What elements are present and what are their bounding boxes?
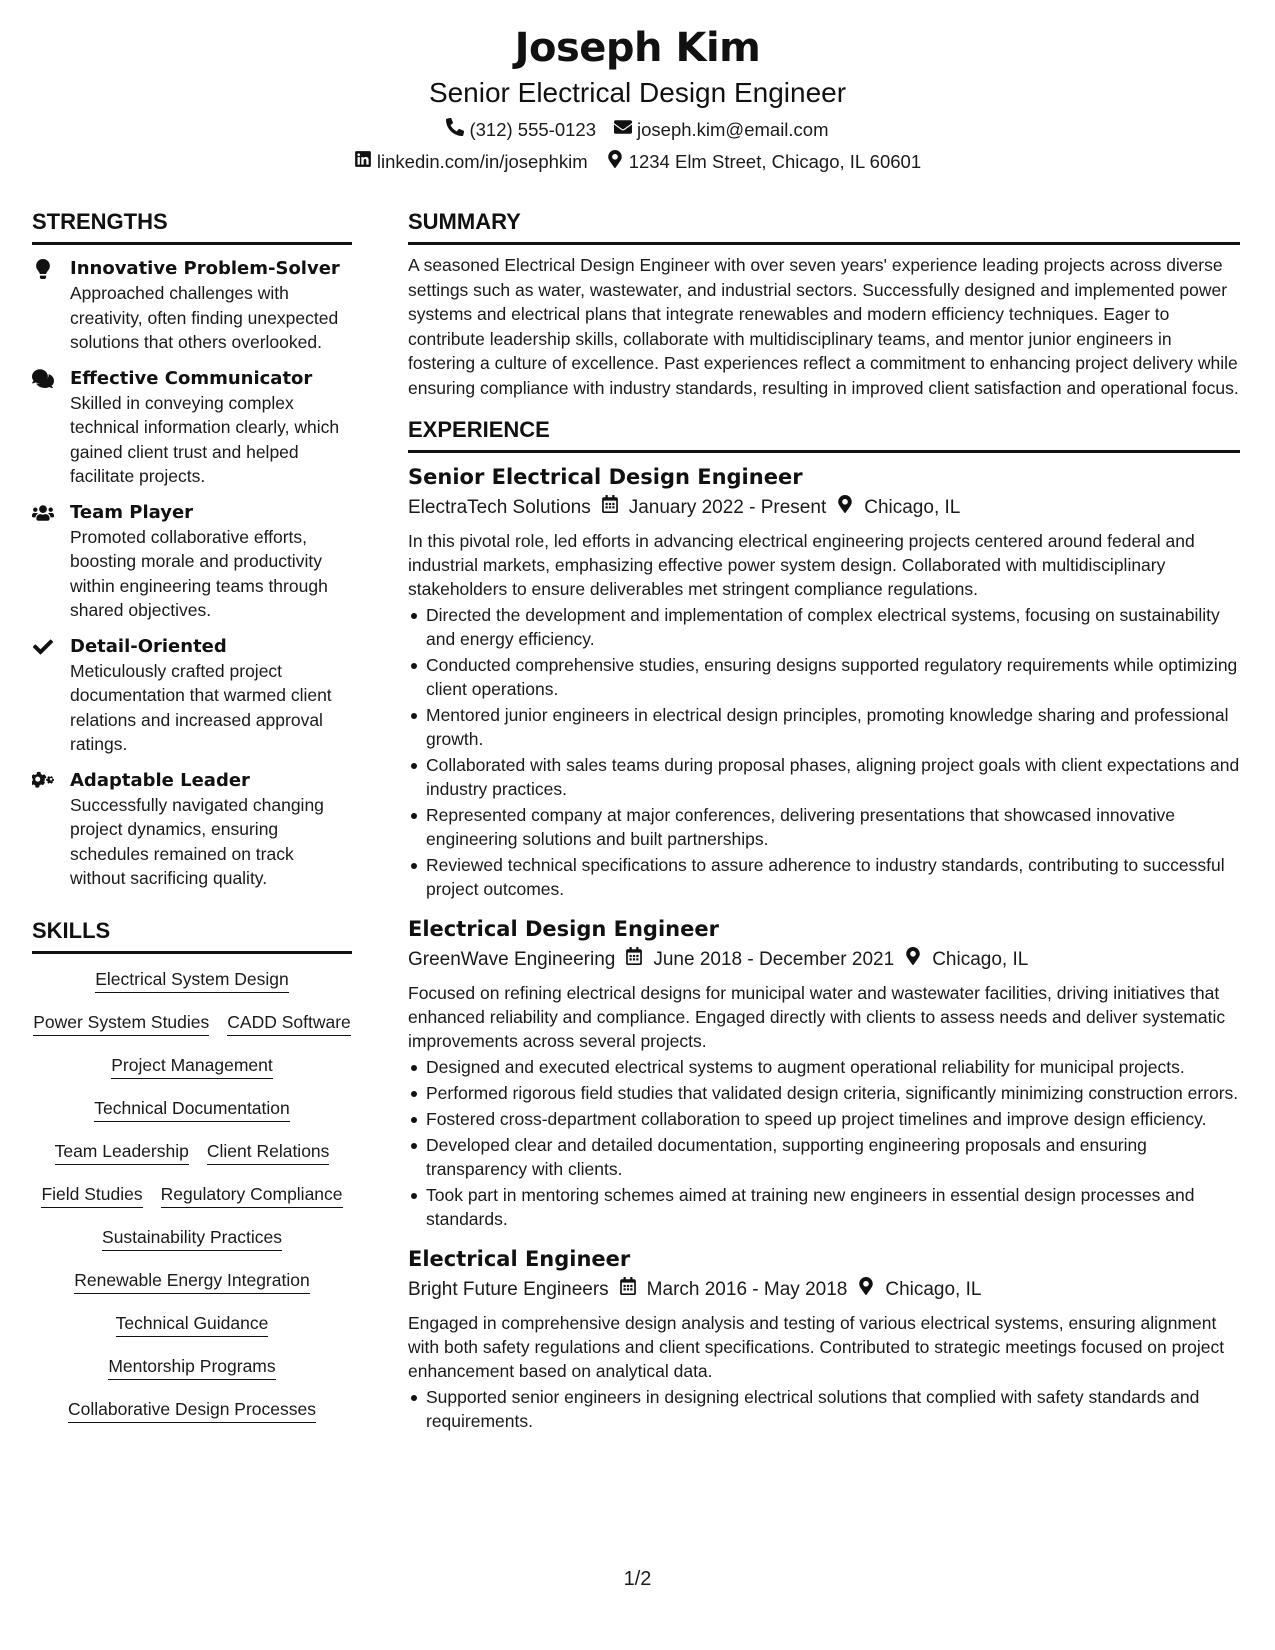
location-text: Chicago, IL	[932, 949, 1029, 970]
job-meta	[408, 495, 1240, 521]
location-text: Chicago, IL	[864, 497, 961, 518]
dates-text: March 2016 - May 2018	[646, 1279, 848, 1300]
company-name: Bright Future Engineers	[408, 1279, 609, 1300]
skill-tag: Field Studies	[41, 1183, 142, 1208]
right-column	[408, 208, 1240, 1433]
job-location	[836, 495, 960, 521]
job-bullets	[408, 1385, 1240, 1433]
lightbulb-icon	[32, 259, 54, 279]
bullet-item: Represented company at major conferences, delivering presentations that showcased innovative engineering solutions and built partnerships.	[426, 803, 1240, 851]
strength-desc: Approached challenges with creativity, often finding unexpected solutions that others overlooked.	[70, 283, 339, 352]
skill-tag: CADD Software	[227, 1011, 351, 1036]
strength-item	[32, 257, 352, 355]
page-number: 1/2	[623, 1568, 652, 1590]
job-bullets	[408, 603, 1240, 901]
skill-tag: Mentorship Programs	[108, 1355, 275, 1380]
skill-tag: Collaborative Design Processes	[68, 1398, 316, 1423]
skill-tag: Renewable Energy Integration	[74, 1269, 309, 1294]
skill-tag: Electrical System Design	[95, 968, 289, 993]
job-meta	[408, 947, 1240, 973]
bullet-item: Designed and executed electrical systems to augment operational reliability for municipal projects.	[426, 1055, 1240, 1079]
skills-heading: SKILLS	[32, 917, 352, 954]
linkedin-text[interactable]: linkedin.com/in/josephkim	[376, 151, 588, 172]
strength-item	[32, 635, 352, 757]
left-column	[32, 208, 352, 1423]
strength-title: Innovative Problem-Solver	[70, 258, 340, 279]
users-icon	[32, 503, 54, 523]
bullet-item: Directed the development and implementation of complex electrical systems, focusing on sustainability and energy efficiency.	[426, 603, 1240, 651]
cogs-icon	[32, 771, 54, 791]
strength-desc: Meticulously crafted project documentation that warmed client relations and increased approval ratings.	[70, 660, 332, 754]
job-description: In this pivotal role, led efforts in advancing electrical engineering projects centered around federal and industrial markets, emphasizing effective power system design. Collaborated with multidisciplinary stakeholders to ensure deliverables met stringent compliance regulations.	[408, 531, 1195, 599]
job-description: Engaged in comprehensive design analysis and testing of various electrical systems, ensuring alignment with both safety regulations and client specifications. Contributed to strategic meetings focused on project enhancement based on analytical data.	[408, 1313, 1225, 1381]
linkedin-icon	[354, 150, 372, 174]
strength-title: Adaptable Leader	[70, 769, 250, 791]
dates-text: January 2022 - Present	[628, 497, 827, 518]
summary-text: A seasoned Electrical Design Engineer with over seven years' experience leading projects across diverse settings such as water, wastewater, and industrial sectors. Successfully designed and implemented power systems and electrical plans that integrate renewables and modern efficiency techniques. Eager to contribute leadership skills, collaborate with multidisciplinary teams, and mentor junior engineers in fostering a culture of excellence. Past experiences reflect a commitment to enhancing project delivery while ensuring compliance with industry standards, resulting in improved client satisfaction and operational focus.	[408, 255, 1239, 398]
bullet-item: Developed clear and detailed documentation, supporting engineering proposals and ensuring transparency with clients.	[426, 1133, 1240, 1181]
skills-list	[32, 968, 352, 1423]
resume-header	[0, 0, 1275, 174]
job-location	[904, 947, 1028, 973]
skill-tag: Sustainability Practices	[102, 1226, 282, 1251]
calendar-icon	[619, 1277, 637, 1303]
calendar-icon	[625, 947, 643, 973]
job-entry	[408, 463, 1240, 901]
job-location	[857, 1277, 981, 1303]
skill-tag: Regulatory Compliance	[161, 1183, 343, 1208]
strength-desc: Skilled in conveying complex technical information clearly, which gained client trust and helped facilitate projects.	[70, 392, 340, 486]
map-marker-icon	[857, 1277, 875, 1303]
company-name: ElectraTech Solutions	[408, 497, 591, 518]
map-marker-icon	[904, 947, 922, 973]
strengths-heading: STRENGTHS	[32, 208, 352, 245]
bullet-item: Fostered cross-department collaboration to speed up project timelines and improve design efficiency.	[426, 1107, 1240, 1131]
job-dates	[619, 1277, 848, 1303]
job-entry	[408, 1245, 1240, 1433]
skill-tag: Project Management	[111, 1054, 272, 1079]
location-text: Chicago, IL	[885, 1279, 982, 1300]
job-description: Focused on refining electrical designs for municipal water and wastewater facilities, driving initiatives that enhanced reliability and compliance. Engaged directly with clients to assess needs and deliver systematic improvements across several projects.	[408, 983, 1226, 1051]
bullet-item: Mentored junior engineers in electrical design principles, promoting knowledge sharing and professional growth.	[426, 703, 1240, 751]
phone-contact	[446, 118, 596, 142]
job-entry	[408, 915, 1240, 1231]
company-name: GreenWave Engineering	[408, 949, 616, 970]
address-text: 1234 Elm Street, Chicago, IL 60601	[628, 151, 922, 172]
skill-tag: Power System Studies	[33, 1011, 209, 1036]
skill-tag: Technical Documentation	[94, 1097, 290, 1122]
check-icon	[32, 637, 54, 657]
job-bullets	[408, 1055, 1240, 1231]
strength-item	[32, 769, 352, 891]
contact-line-1	[0, 118, 1275, 142]
strength-desc: Promoted collaborative efforts, boosting morale and productivity within engineering teams through shared objectives.	[70, 526, 328, 620]
job-title: Electrical Design Engineer	[408, 917, 719, 941]
comments-icon	[32, 369, 54, 389]
envelope-icon	[614, 118, 632, 142]
strength-item	[32, 501, 352, 623]
job-title: Senior Electrical Design Engineer	[408, 465, 803, 489]
dates-text: June 2018 - December 2021	[653, 949, 895, 970]
contact-line-2	[0, 150, 1275, 174]
calendar-icon	[601, 495, 619, 521]
bullet-item: Performed rigorous field studies that validated design criteria, significantly minimizing construction errors.	[426, 1083, 1239, 1103]
strength-item	[32, 367, 352, 489]
bullet-item: Collaborated with sales teams during proposal phases, aligning project goals with client expectations and industry practices.	[426, 755, 1240, 799]
experience-heading: EXPERIENCE	[408, 416, 1240, 453]
bullet-item: Took part in mentoring schemes aimed at training new engineers in essential design processes and standards.	[426, 1183, 1240, 1231]
linkedin-contact[interactable]	[354, 150, 588, 174]
map-marker-icon	[606, 150, 624, 174]
phone-icon	[446, 118, 464, 142]
summary-heading: SUMMARY	[408, 208, 1240, 245]
skill-tag: Client Relations	[207, 1140, 330, 1165]
job-title: Electrical Engineer	[408, 1247, 631, 1271]
map-marker-icon	[836, 495, 854, 521]
strength-title: Detail-Oriented	[70, 635, 227, 657]
candidate-title: Senior Electrical Design Engineer	[428, 77, 847, 108]
strength-desc: Successfully navigated changing project dynamics, ensuring schedules remained on track without sacrificing quality.	[70, 794, 324, 888]
strength-title: Effective Communicator	[70, 367, 313, 389]
skill-tag: Team Leadership	[55, 1140, 189, 1165]
job-meta	[408, 1277, 1240, 1303]
email-contact[interactable]	[614, 118, 829, 142]
email-text[interactable]: joseph.kim@email.com	[637, 119, 829, 140]
strength-title: Team Player	[70, 501, 194, 523]
bullet-item: Supported senior engineers in designing electrical solutions that complied with safety standards and requirements.	[426, 1385, 1240, 1433]
job-dates	[625, 947, 894, 973]
candidate-name: Joseph Kim	[514, 25, 761, 71]
phone-text: (312) 555-0123	[469, 119, 596, 140]
bullet-item: Conducted comprehensive studies, ensuring designs supported regulatory requirements while optimizing client operations.	[426, 653, 1240, 701]
job-dates	[601, 495, 827, 521]
skill-tag: Technical Guidance	[116, 1312, 269, 1337]
address-contact	[606, 150, 921, 174]
bullet-item: Reviewed technical specifications to assure adherence to industry standards, contributing to successful project outcomes.	[426, 853, 1240, 901]
